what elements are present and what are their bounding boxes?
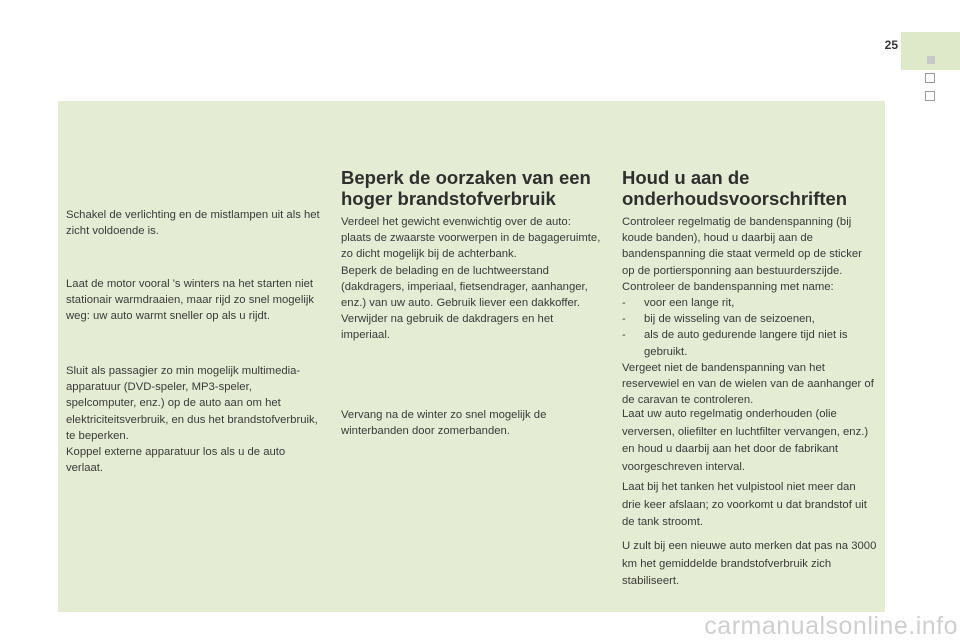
paragraph: Laat uw auto regelmatig onderhouden (olie verversen, oliefilter en luchtfilter vervangen, enz.) en houd u daarbij aan het door de fabrikant voorgeschreven interval.: [622, 408, 869, 473]
paragraph: Koppel externe apparatuur los als u de auto verlaat.: [66, 446, 286, 475]
column-3: [622, 167, 877, 408]
paragraph: Laat de motor vooral 's winters na het starten niet stationair warmdraaien, maar rijd zo snel mogelijk weg: uw auto warmt sneller op als u rijdt.: [66, 278, 315, 323]
list-item: [622, 327, 877, 359]
watermark: carmanualsonline.info: [704, 612, 958, 640]
paragraph: Verdeel het gewicht evenwichtig over de auto: plaats de zwaarste voorwerpen in de bagageruimte, zo dicht mogelijk bij de achterbank.: [341, 216, 601, 261]
column-1-block: [66, 276, 321, 325]
tab-square-filled-icon: [927, 56, 935, 64]
paragraph: Vervang na de winter zo snel mogelijk de winterbanden door zomerbanden.: [341, 409, 547, 438]
paragraph: Verwijder na gebruik de dakdragers en het imperiaal.: [341, 313, 554, 342]
column-1-block: [66, 363, 321, 476]
section-heading: Beperk de oorzaken van een hoger brandstofverbruik: [341, 167, 591, 209]
section-heading: Houd u aan de onderhoudsvoorschriften: [622, 167, 848, 209]
paragraph: Beperk de belading en de luchtweerstand (dakdragers, imperiaal, fietsendrager, aanhanger, enz.) van uw auto. Gebruik liever een dakkoffer.: [341, 264, 588, 310]
paragraph: Laat bij het tanken het vulpistool niet meer dan drie keer afslaan; zo voorkomt u dat brandstof uit de tank stroomt.: [622, 481, 867, 528]
list-item-text: voor een lange rit,: [644, 297, 735, 310]
paragraph: Controleer de bandenspanning met name:: [622, 280, 834, 293]
paragraph: Vergeet niet de bandenspanning van het reservewiel en van de wielen van de aanhanger of de caravan te controleren.: [622, 361, 874, 407]
paragraph: Schakel de verlichting en de mistlampen uit als het zicht voldoende is.: [66, 209, 320, 238]
column-3-block: [622, 479, 877, 532]
column-3-block: [622, 406, 877, 476]
tab-square-outline-icon: [925, 73, 935, 83]
list-item-text: als de auto gedurende langere tijd niet is gebruikt.: [644, 329, 848, 358]
list-dash: -: [622, 297, 626, 310]
paragraph: Sluit als passagier zo min mogelijk multimedia-apparatuur (DVD-speler, MP3-speler, spelcomputer, enz.) op de auto aan om het elektriciteitsverbruik, en dus het brandstofverbruik, te beperken.: [66, 365, 318, 442]
paragraph: U zult bij een nieuwe auto merken dat pas na 3000 km het gemiddelde brandstofverbruik zich stabiliseert.: [622, 540, 877, 587]
chapter-tab: [901, 32, 960, 70]
paragraph: Controleer regelmatig de bandenspanning (bij koude banden), houd u daarbij aan de bandenspanning die staat vermeld op de sticker op de portiersponning aan bestuurderszijde.: [622, 216, 862, 277]
column-3-block: [622, 538, 877, 591]
list-dash: -: [622, 313, 626, 326]
column-1: [66, 207, 321, 239]
tab-square-outline-icon: [925, 91, 935, 101]
page-number: 25: [884, 38, 898, 52]
column-2: [341, 167, 603, 344]
column-2-block: [341, 407, 603, 439]
list-item-text: bij de wisseling van de seizoenen,: [644, 313, 815, 326]
list-dash: -: [622, 329, 626, 342]
list-item: [622, 311, 877, 327]
list-item: [622, 295, 877, 311]
